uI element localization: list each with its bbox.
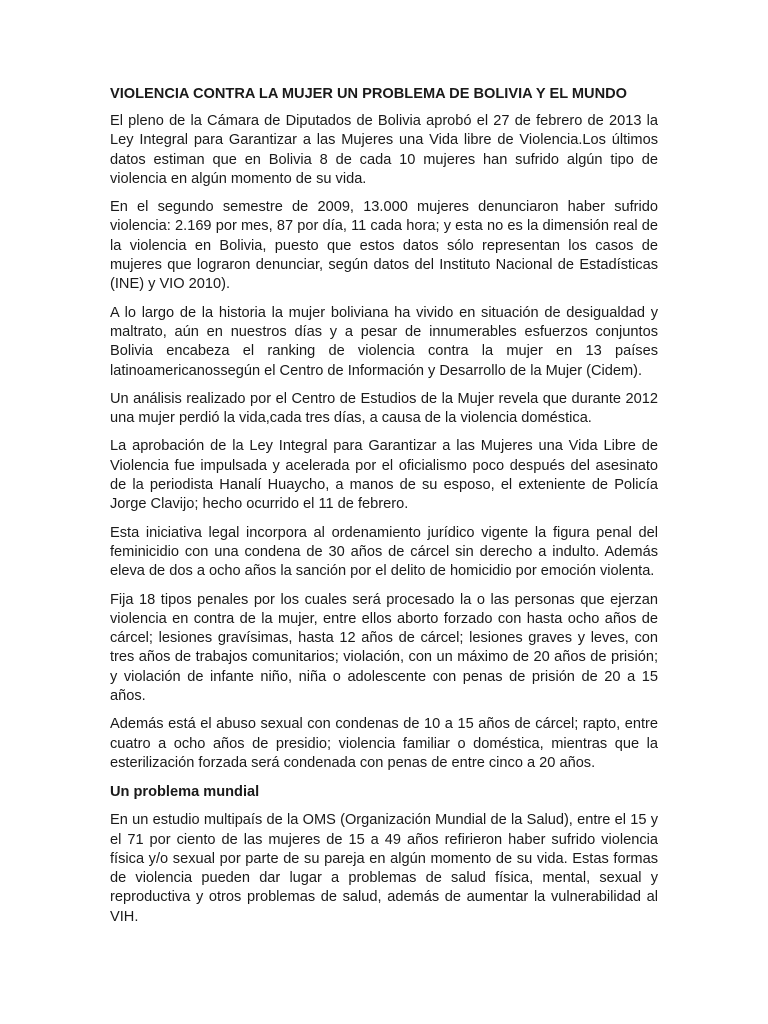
document-title: VIOLENCIA CONTRA LA MUJER UN PROBLEMA DE BOLIVIA Y EL MUNDO [110,86,628,102]
paragraph: Fija 18 tipos penales por los cuales será procesado la o las personas que ejerzan violencia en contra de la mujer, entre ellos aborto forzado con hasta ocho años de cárcel; lesiones gravísimas, hasta 12 años de cárcel; lesiones graves y leves, con tres años de trabajos comunitarios; violación, con un máximo de 20 años de prisión; y violación de infante niño, niña o adolescente con penas de prisión de 20 a 15 años. [110,591,658,705]
paragraph: El pleno de la Cámara de Diputados de Bolivia aprobó el 27 de febrero de 2013 la Ley Integral para Garantizar a las Mujeres una Vida libre de Violencia.Los últimos datos estiman que en Bolivia 8 de cada 10 mujeres han sufrido algún tipo de violencia en algún momento de su vida. [110,113,658,187]
paragraph: Esta iniciativa legal incorpora al ordenamiento jurídico vigente la figura penal del feminicidio con una condena de 30 años de cárcel sin derecho a indulto. Además eleva de dos a ocho años la sanción por el delito de homicidio por emoción violenta. [110,524,658,580]
paragraph: Un análisis realizado por el Centro de Estudios de la Mujer revela que durante 2012 una mujer perdió la vida,cada tres días, a causa de la violencia doméstica. [110,390,658,427]
paragraph: A lo largo de la historia la mujer boliviana ha vivido en situación de desigualdad y maltrato, aún en nuestros días y a pesar de innumerables esfuerzos conjuntos Bolivia encabeza el ranking de violencia contra la mujer en 13 países latinoamericanossegún el Centro de Información y Desarrollo de la Mujer (Cidem). [110,304,658,379]
paragraph: Además está el abuso sexual con condenas de 10 a 15 años de cárcel; rapto, entre cuatro a ocho años de presidio; violencia familiar o doméstica, mientras que la esterilización forzada será condenada con penas de entre cinco a 20 años. [110,716,658,771]
paragraph: En el segundo semestre de 2009, 13.000 mujeres denunciaron haber sufrido violencia: 2.169 por mes, 87 por día, 11 cada hora; y esta no es la dimensión real de la violencia en Bolivia, puesto que estos datos sólo representan los casos de mujeres que lograron denunciar, según datos del Instituto Nacional de Estadísticas (INE) y VIO 2010). [110,199,658,293]
section-heading: Un problema mundial [110,784,260,801]
paragraph: La aprobación de la Ley Integral para Garantizar a las Mujeres una Vida Libre de Violencia fue impulsada y acelerada por el oficialismo poco después del asesinato de la periodista Hanalí Huaycho, a manos de su esposo, el exteniente de Policía Jorge Clavijo; hecho ocurrido el 11 de febrero. [110,438,658,513]
paragraph: En un estudio multipaís de la OMS (Organización Mundial de la Salud), entre el 15 y el 71 por ciento de las mujeres de 15 a 49 años refirieron haber sufrido violencia física y/o sexual por parte de su pareja en algún momento de su vida. Estas formas de violencia pueden dar lugar a problemas de salud física, mental, sexual y reproductiva y otros problemas de salud, además de aumentar la vulnerabilidad al VIH. [110,812,658,925]
